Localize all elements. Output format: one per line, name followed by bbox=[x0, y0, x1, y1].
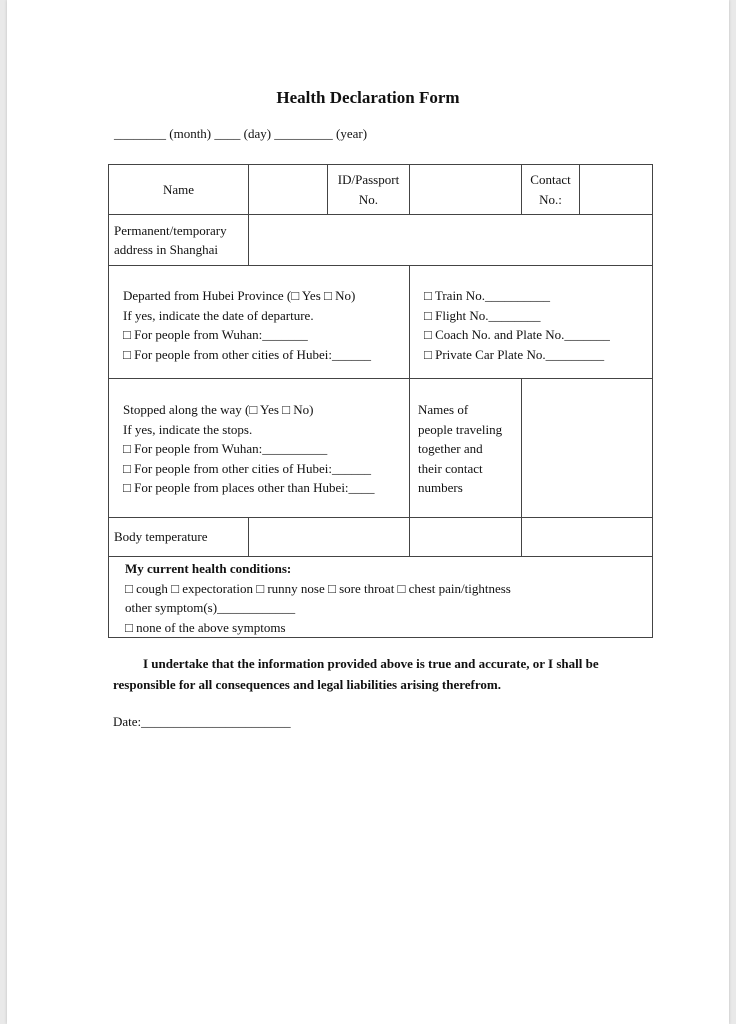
health-cell bbox=[109, 557, 653, 638]
temperature-label: Body temperature bbox=[114, 529, 208, 544]
contact-label-line1: Contact bbox=[530, 172, 571, 187]
id-label-line2: No. bbox=[358, 191, 379, 207]
flight-number[interactable]: □ Flight No.________ bbox=[424, 307, 541, 323]
temperature-extra-1[interactable] bbox=[410, 518, 522, 557]
stopped-line2: If yes, indicate the stops. bbox=[123, 421, 253, 437]
address-label-line1: Permanent/temporary bbox=[114, 222, 227, 238]
departed-line3[interactable]: □ For people from Wuhan:_______ bbox=[123, 327, 308, 342]
temperature-extra-2[interactable] bbox=[522, 518, 653, 557]
stopped-line1[interactable]: Stopped along the way (□ Yes □ No) bbox=[123, 402, 314, 417]
form-title: Health Declaration Form bbox=[276, 88, 460, 107]
health-heading: My current health conditions: bbox=[125, 561, 292, 576]
stopped-cell bbox=[109, 379, 410, 518]
contact-field[interactable] bbox=[580, 165, 653, 215]
coach-number[interactable]: □ Coach No. and Plate No._______ bbox=[424, 327, 610, 342]
temperature-field[interactable] bbox=[249, 518, 410, 557]
stopped-line4[interactable]: □ For people from other cities of Hubei:______ bbox=[123, 460, 371, 476]
companions-line4: their contact bbox=[418, 460, 483, 476]
contact-label-line2: No.: bbox=[539, 191, 562, 207]
address-field[interactable] bbox=[249, 215, 653, 266]
train-number[interactable]: □ Train No.__________ bbox=[424, 288, 550, 303]
departed-line1[interactable]: Departed from Hubei Province (□ Yes □ No) bbox=[123, 288, 356, 303]
row-health bbox=[109, 557, 653, 638]
private-car-plate[interactable]: □ Private Car Plate No._________ bbox=[424, 346, 605, 362]
signature-date[interactable]: Date:_______________________ bbox=[113, 714, 291, 729]
id-label-cell bbox=[328, 165, 410, 215]
row-stops bbox=[109, 379, 653, 518]
undertaking-statement: I undertake that the information provided above is true and accurate, or I shall be responsible for all consequences and legal liabilities arising therefrom. bbox=[113, 656, 599, 692]
departed-line2: If yes, indicate the date of departure. bbox=[123, 307, 314, 323]
companions-label-cell bbox=[410, 379, 522, 518]
health-other[interactable]: other symptom(s)____________ bbox=[125, 600, 296, 615]
departed-line4[interactable]: □ For people from other cities of Hubei:______ bbox=[123, 346, 371, 362]
companions-line2: people traveling bbox=[418, 421, 503, 437]
row-departure bbox=[109, 266, 653, 379]
stopped-line3[interactable]: □ For people from Wuhan:__________ bbox=[123, 441, 328, 456]
companions-field[interactable] bbox=[522, 379, 653, 518]
address-label-line2: address in Shanghai bbox=[114, 242, 218, 257]
declaration-table bbox=[108, 164, 653, 638]
companions-line3: together and bbox=[418, 441, 483, 456]
id-label-line1: ID/Passport bbox=[337, 172, 400, 187]
name-label-cell bbox=[109, 165, 249, 215]
health-none[interactable]: □ none of the above symptoms bbox=[125, 619, 286, 635]
date-line: ________ (month) ____ (day) _________ (year) bbox=[114, 126, 368, 141]
companions-line1: Names of bbox=[418, 402, 469, 417]
row-identity bbox=[109, 165, 653, 215]
departed-cell bbox=[109, 266, 410, 379]
stopped-line5[interactable]: □ For people from places other than Hubei:____ bbox=[123, 480, 375, 495]
name-field[interactable] bbox=[249, 165, 328, 215]
row-temperature bbox=[109, 518, 653, 557]
contact-label-cell bbox=[522, 165, 580, 215]
companions-line5: numbers bbox=[418, 480, 463, 495]
address-label-cell bbox=[109, 215, 249, 266]
row-address bbox=[109, 215, 653, 266]
transport-cell bbox=[410, 266, 653, 379]
id-field[interactable] bbox=[410, 165, 522, 215]
temperature-label-cell bbox=[109, 518, 249, 557]
health-symptoms[interactable]: □ cough □ expectoration □ runny nose □ sore throat □ chest pain/tightness bbox=[125, 580, 511, 596]
name-label: Name bbox=[162, 181, 195, 197]
